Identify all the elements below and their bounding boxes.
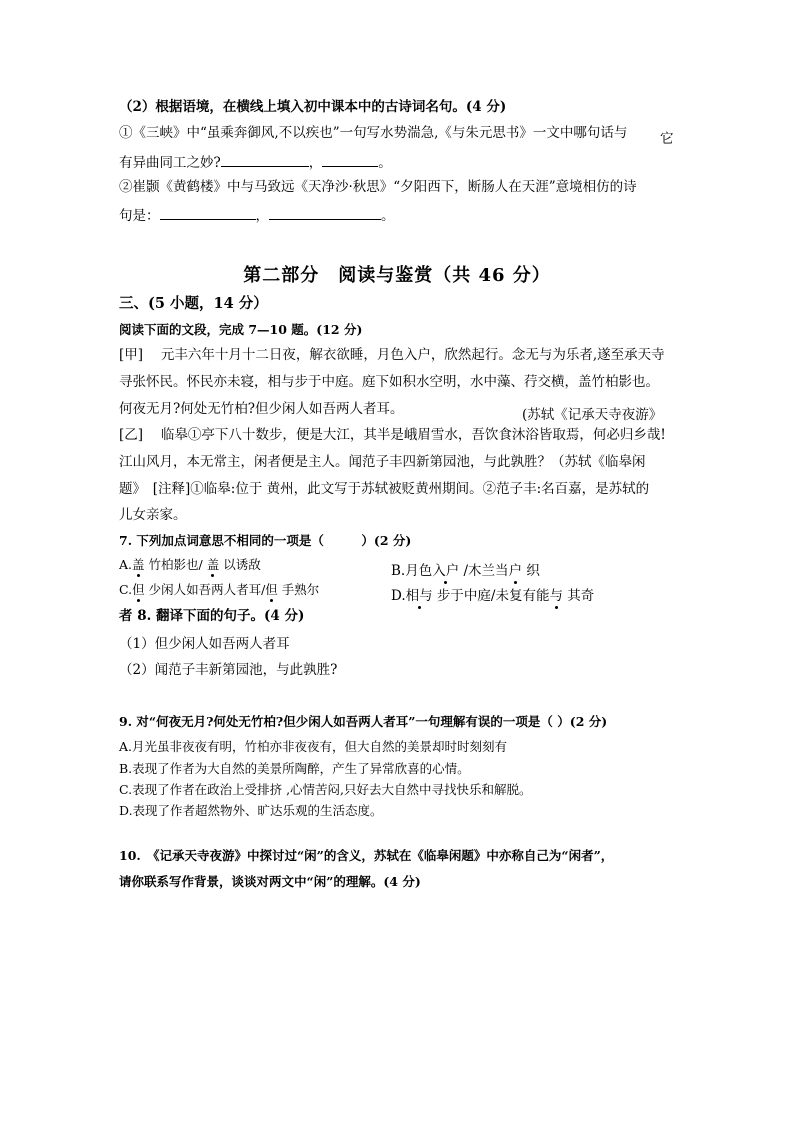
q2-item1-line2	[119, 154, 392, 171]
q2-heading: （2）根据语境，在横线上填入初中课本中的古诗词名句。(4 分)	[119, 99, 507, 115]
q10-line1: 10. 《记承天寺夜游》中探讨过“闲”的含义，苏轼在《临皋闲题》中亦称自己为“闲者”，	[119, 848, 614, 863]
q8-stem	[119, 610, 304, 624]
q7-a-dotted-word-2: 盖	[206, 557, 220, 572]
passage-jia-source: (苏轼《记承天寺夜游》	[522, 407, 663, 423]
q7-b-dotted-word-2: 户	[508, 563, 523, 579]
q7-d-label: D.	[391, 588, 406, 604]
passage-jia-line3: 何夜无月?何处无竹柏?但少闲人如吾两人者耳。	[119, 401, 404, 417]
q9-option-c[interactable]: C.表现了作者在政治上受排挤 ,心情苦闷,只好去大自然中寻找快乐和解脱。	[119, 782, 532, 797]
q9-option-a[interactable]: A.月光虽非夜夜有明，竹柏亦非夜夜有，但大自然的美景却时时刻刻有	[119, 739, 508, 754]
q7-stem: 7. 下列加点词意思不相同的一项是（ ）(2 分)	[119, 533, 412, 548]
q2-item2-end: 。	[381, 208, 395, 224]
q9-stem: 9. 对“何夜无月?何处无竹柏?但少闲人如吾两人者耳”一句理解有误的一项是（ ）(2 分)	[119, 714, 608, 729]
q10-line2: 请你联系写作背景，谈谈对两文中“闲”的理解。(4 分)	[119, 874, 421, 889]
q7-a-text-1: 竹柏影也/	[144, 557, 207, 572]
q7-option-b[interactable]	[391, 559, 540, 579]
q2-item2-prefix: 句是：	[119, 208, 160, 224]
q8-sentence-1: （1）但少闲人如吾两人者耳	[119, 636, 290, 652]
q2-item1-sep: ，	[308, 155, 323, 171]
q2-item1-prefix: 有异曲同工之妙?	[119, 155, 221, 171]
q2-item1-end: 。	[378, 155, 392, 171]
passage-yi-line4: 儿女亲家。	[119, 507, 187, 523]
answer-blank-3[interactable]	[160, 207, 256, 220]
q7-c-label: C.	[119, 582, 133, 597]
q7-c-text-1: 少闲人如吾两人者耳/	[144, 582, 266, 597]
q2-item2-line2	[119, 207, 395, 224]
q7-a-label: A.	[119, 557, 133, 572]
q8-sentence-2: （2）闻范子丰新第园池，与此孰胜?	[119, 662, 338, 678]
q8-stem-text: 者 8. 翻译下面的句子。(4 分)	[119, 608, 305, 624]
q7-option-a[interactable]	[119, 559, 261, 572]
answer-blank-1[interactable]	[221, 154, 309, 167]
q7-b-text-2: 织	[522, 563, 540, 579]
passage-yi-line1: [乙] 临皋①亭下八十数步，便是大江，其半是峨眉雪水，吾饮食沐浴皆取焉，何必归乡哉!	[119, 427, 666, 443]
q7-d-dotted-word-1: 相与	[405, 588, 433, 604]
q7-option-c[interactable]	[119, 584, 319, 597]
section3-heading: 三、(5 小题，14 分）	[119, 295, 268, 312]
q7-b-dotted-word-1: 入户	[432, 563, 460, 579]
q2-item1-line1: ①《三峡》中“虽乘奔御风,不以疾也”一句写水势湍急,《与朱元思书》一文中哪句话与	[119, 125, 628, 141]
section3-intro: 阅读下面的文段，完成 7—10 题。(12 分)	[119, 322, 363, 337]
answer-blank-2[interactable]	[322, 154, 378, 167]
q7-b-text-0: B.月色	[391, 563, 433, 579]
q9-option-b[interactable]: B.表现了作者为大自然的美景所陶醉，产生了异常欣喜的心情。	[119, 761, 470, 776]
q7-b-text-1: /木兰当	[459, 563, 509, 579]
q2-item2-sep: ，	[255, 208, 269, 224]
passage-jia-line2: 寻张怀民。怀民亦未寝，相与步于中庭。庭下如积水空明，水中藻、荇交横，盖竹柏影也。	[119, 374, 659, 390]
q7-c-dotted-word-1: 但	[132, 582, 145, 597]
part2-title: 第二部分 阅读与鉴赏（共 46 分）	[243, 265, 551, 286]
passage-yi-line2: 江山风月，本无常主，闲者便是主人。闻范子丰四新第园池，与此孰胜？（苏轼《临皋闲	[119, 454, 646, 470]
q7-a-dotted-word-1: 盖	[132, 557, 145, 572]
q2-item1-line1-tail: 它	[660, 131, 674, 147]
q7-c-text-2: 手熟尔	[277, 582, 320, 597]
passage-jia-line1: [甲] 元丰六年十月十二日夜，解衣欲睡，月色入户，欣然起行。念无与为乐者,遂至承天寺	[119, 347, 665, 363]
q7-a-text-2: 以诱敌	[219, 557, 261, 572]
q7-d-dotted-word-2: 与	[549, 588, 563, 604]
answer-blank-4[interactable]	[269, 207, 381, 220]
q2-item2-line1: ②崔颢《黄鹤楼》中与马致远《天净沙·秋思》“夕阳西下，断肠人在天涯”意境相仿的诗	[119, 179, 637, 195]
q9-option-d[interactable]: D.表现了作者超然物外、旷达乐观的生活态度。	[119, 803, 383, 818]
q7-d-text-1: 步于中庭/未复有能	[432, 588, 550, 604]
q7-option-d[interactable]	[391, 584, 594, 604]
q7-d-text-2: 其奇	[562, 588, 595, 604]
passage-yi-line3: 题》 [注释]①临皋:位于 黄州，此文写于苏轼被贬黄州期间。②范子丰:名百嘉，是苏轼的	[119, 481, 650, 497]
q7-c-dotted-word-2: 但	[265, 582, 278, 597]
